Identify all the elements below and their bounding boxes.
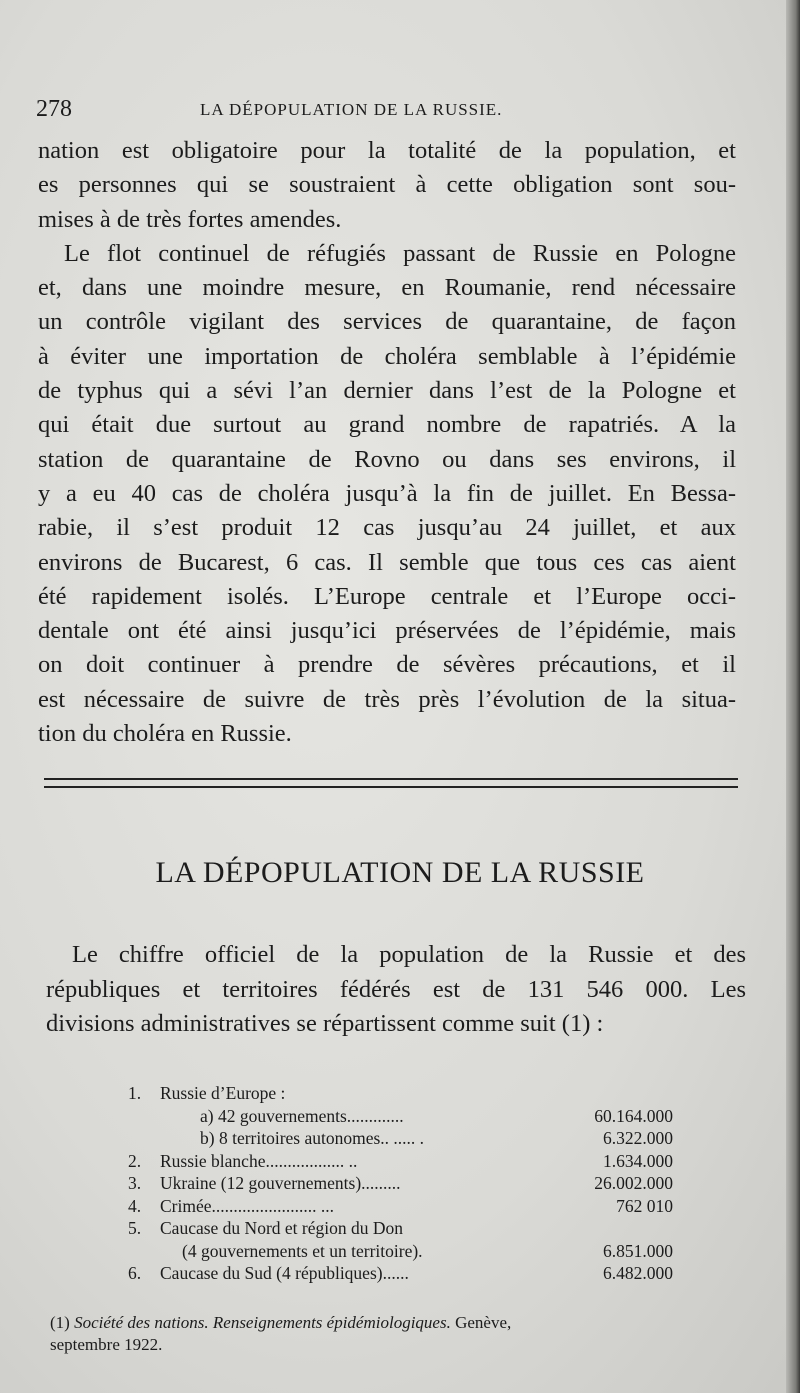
division-value: 60.164.000: [594, 1105, 673, 1126]
division-label: (4 gouvernements et un territoire).: [182, 1240, 423, 1261]
footnote-marker: (1): [50, 1313, 70, 1332]
body-line: de typhus qui a sévi l’an dernier dans l’est de la Pologne et: [38, 377, 736, 405]
body-line: un contrôle vigilant des services de quarantaine, de façon: [38, 308, 736, 336]
footnote-source: Société des nations. Renseignements épidémiologiques.: [74, 1313, 451, 1332]
section-divider-bottom: [44, 786, 738, 788]
body-line: qui était due surtout au grand nombre de rapatriés. A la: [38, 411, 736, 439]
footnote-place: Genève,: [455, 1313, 512, 1332]
intro-line: républiques et territoires fédérés est de 131 546 000. Les: [46, 975, 746, 1003]
division-value: 762 010: [616, 1195, 673, 1216]
body-paragraphs: [38, 134, 736, 751]
division-number: 6.: [128, 1263, 142, 1283]
body-line: à éviter une importation de choléra semblable à l’épidémie: [38, 342, 736, 370]
section-title: LA DÉPOPULATION DE LA RUSSIE: [155, 856, 645, 889]
division-number: 4.: [128, 1195, 142, 1216]
body-line: environs de Bucarest, 6 cas. Il semble que tous ces cas aient: [38, 548, 736, 576]
division-value: 6.322.000: [603, 1128, 673, 1148]
body-line: y a eu 40 cas de choléra jusqu’à la fin de juillet. En Bessa-: [38, 479, 736, 507]
body-line: Le flot continuel de réfugiés passant de Russie en Pologne: [64, 239, 736, 267]
division-row: [128, 1195, 673, 1218]
division-row: [128, 1105, 673, 1128]
division-row: [128, 1262, 673, 1285]
division-value: 1.634.000: [603, 1150, 673, 1171]
division-row: [128, 1127, 673, 1150]
division-value: 6.482.000: [603, 1263, 673, 1283]
body-line: station de quarantaine de Rovno ou dans ses environs, il: [38, 445, 736, 473]
division-row: [128, 1217, 673, 1240]
body-line: été rapidement isolés. L’Europe centrale et l’Europe occi-: [38, 582, 736, 610]
body-line: et, dans une moindre mesure, en Roumanie, rend nécessaire: [38, 274, 736, 302]
intro-line: Le chiffre officiel de la population de la Russie et des: [72, 941, 746, 968]
intro-line: divisions administratives se répartissent comme suit (1) :: [46, 1010, 604, 1037]
body-line: es personnes qui se soustraient à cette obligation sont sou-: [38, 171, 736, 199]
divisions-table: [128, 1082, 673, 1285]
division-label: Russie d’Europe :: [160, 1083, 286, 1103]
page-number: 278: [36, 96, 72, 122]
division-label: Ukraine (12 gouvernements).........: [160, 1173, 401, 1193]
division-number: 2.: [128, 1150, 142, 1171]
footnote: [50, 1312, 760, 1356]
division-label: Caucase du Nord et région du Don: [160, 1218, 403, 1238]
body-line: mises à de très fortes amendes.: [38, 205, 342, 233]
division-label: Russie blanche.................. ..: [160, 1150, 358, 1171]
division-value: 6.851.000: [603, 1240, 673, 1261]
division-label: Crimée........................ ...: [160, 1195, 335, 1216]
footnote-date: septembre 1922.: [50, 1335, 163, 1354]
division-label: b) 8 territoires autonomes.. ..... .: [200, 1128, 425, 1148]
division-row: [128, 1082, 673, 1105]
body-line: dentale ont été ainsi jusqu’ici préservées de l’épidémie, mais: [38, 617, 736, 645]
division-number: 5.: [128, 1218, 142, 1238]
running-title: LA DÉPOPULATION DE LA RUSSIE.: [200, 100, 503, 119]
division-value: 26.002.000: [594, 1173, 673, 1193]
body-line: est nécessaire de suivre de très près l’évolution de la situa-: [38, 685, 736, 713]
body-line: rabie, il s’est produit 12 cas jusqu’au 24 juillet, et aux: [38, 514, 736, 542]
division-number: 3.: [128, 1173, 142, 1193]
division-row: [128, 1150, 673, 1173]
division-label: a) 42 gouvernements.............: [200, 1105, 404, 1126]
body-line: nation est obligatoire pour la totalité de la population, et: [38, 137, 736, 164]
section-divider-top: [44, 778, 738, 780]
body-line: tion du choléra en Russie.: [38, 720, 292, 748]
division-number: 1.: [128, 1083, 142, 1103]
division-row: [128, 1172, 673, 1195]
division-row: [128, 1240, 673, 1263]
page-header: [36, 92, 736, 126]
body-line: on doit continuer à prendre de sévères précautions, et il: [38, 651, 736, 679]
book-spine-shadow: [786, 0, 800, 1393]
division-label: Caucase du Sud (4 républiques)......: [160, 1263, 409, 1283]
section-intro: [46, 938, 746, 1042]
